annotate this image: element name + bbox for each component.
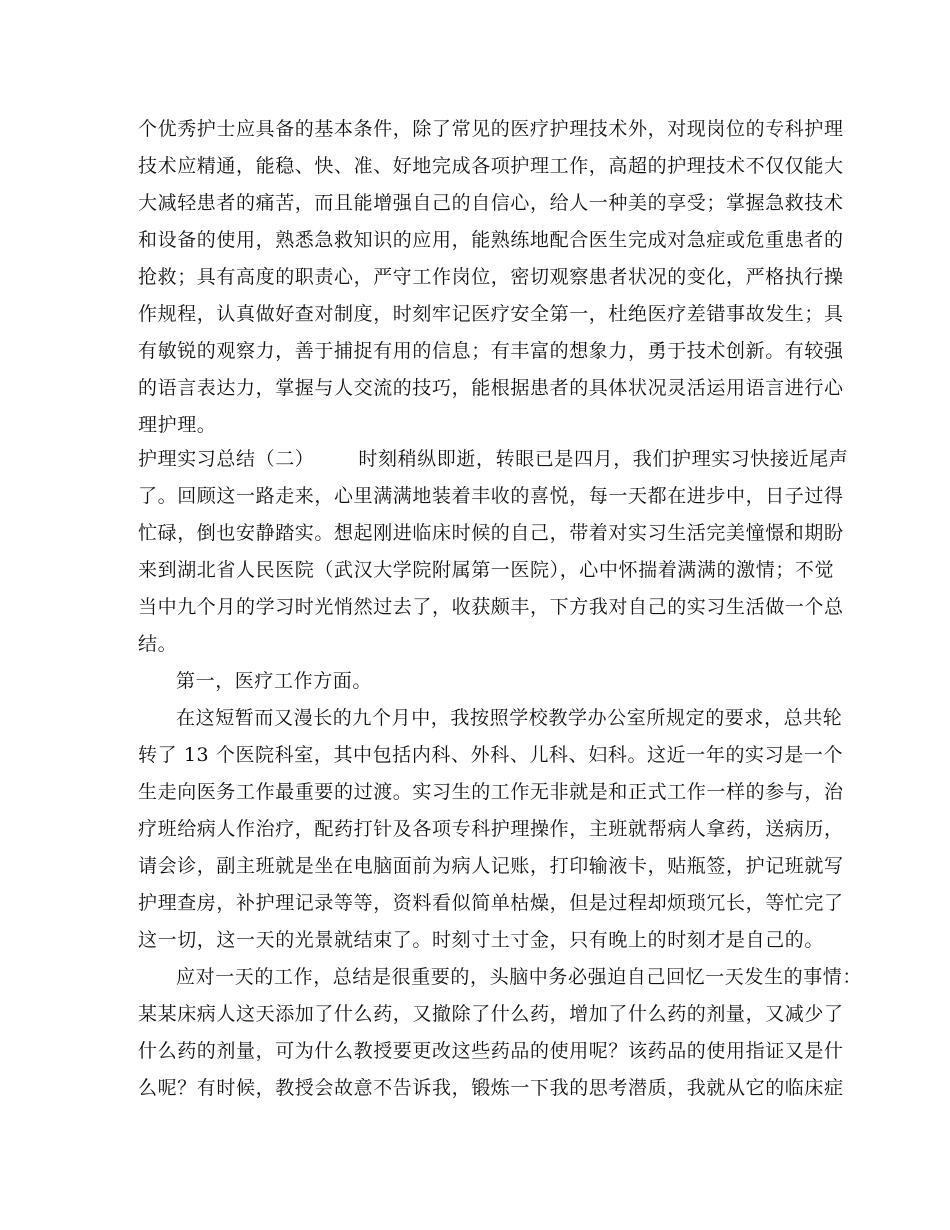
text-line: 理护理。 (138, 414, 217, 436)
text-line: 某某床病人这天添加了什么药，又撤除了什么药，增加了什么药的剂量，又减少了 (138, 1003, 844, 1025)
text-line: 在这短暂而又漫长的九个月中，我按照学校教学办公室所规定的要求，总共轮 (176, 707, 843, 729)
text-line: 抢救；具有高度的职责心，严守工作岗位，密切观察患者状况的变化，严格执行操 (138, 266, 844, 288)
section-title: 护理实习总结（二） (138, 448, 315, 470)
text-line: 和设备的使用，熟悉急救知识的应用，能熟练地配合医生完成对急症或危重患者的 (138, 229, 844, 251)
text-line: 技术应精通，能稳、快、准、好地完成各项护理工作，高超的护理技术不仅仅能大 (138, 155, 844, 177)
text-line: 忙碌，倒也安静踏实。想起刚进临床时候的自己，带着对实习生活完美憧憬和期盼 (138, 522, 844, 544)
text-line: 护理查房，补护理记录等等，资料看似简单枯燥，但是过程却烦琐冗长，等忙完了 (138, 892, 844, 914)
text-line: 什么药的剂量，可为什么教授要更改这些药品的使用呢？该药品的使用指证又是什 (138, 1040, 844, 1062)
text-line: 个优秀护士应具备的基本条件，除了常见的医疗护理技术外，对现岗位的专科护理 (138, 118, 844, 140)
text-line: 转了 13 个医院科室，其中包括内科、外科、儿科、妇科。这近一年的实习是一个 (138, 744, 844, 766)
section-heading: 第一，医疗工作方面。 (176, 670, 373, 692)
text-line: 么呢？有时候，教授会故意不告诉我，锻炼一下我的思考潜质，我就从它的临床症 (138, 1077, 844, 1099)
text-line: 结。 (138, 633, 178, 655)
text-line: 作规程，认真做好查对制度，时刻牢记医疗安全第一，杜绝医疗差错事故发生；具 (138, 303, 844, 325)
text-line: 有敏锐的观察力，善于捕捉有用的信息；有丰富的想象力，勇于技术创新。有较强 (138, 340, 844, 362)
text-line: 的语言表达力，掌握与人交流的技巧，能根据患者的具体状况灵活运用语言进行心 (138, 377, 844, 399)
text-line: 请会诊，副主班就是坐在电脑面前为病人记账，打印输液卡，贴瓶签，护记班就写 (138, 855, 844, 877)
text-line: 应对一天的工作，总结是很重要的，头脑中务必强迫自己回忆一天发生的事情： (176, 966, 863, 988)
text-line: 这一切，这一天的光景就结束了。时刻寸土寸金，只有晚上的时刻才是自己的。 (138, 929, 825, 951)
section-title-line (138, 446, 849, 472)
text-line: 疗班给病人作治疗，配药打针及各项专科护理操作，主班就帮病人拿药，送病历， (138, 818, 844, 840)
text-line: 了。回顾这一路走来，心里满满地装着丰收的喜悦，每一天都在进步中，日子过得 (138, 485, 844, 507)
text-line: 大减轻患者的痛苦，而且能增强自己的自信心，给人一种美的享受；掌握急救技术 (138, 192, 844, 214)
text-line: 时刻稍纵即逝，转眼已是四月，我们护理实习快接近尾声 (358, 448, 849, 470)
text-line: 生走向医务工作最重要的过渡。实习生的工作无非就是和正式工作一样的参与，治 (138, 781, 844, 803)
text-line: 来到湖北省人民医院（武汉大学院附属第一医院），心中怀揣着满满的激情；不觉 (138, 559, 835, 581)
text-line: 当中九个月的学习时光悄然过去了，收获颇丰，下方我对自己的实习生活做一个总 (138, 596, 844, 618)
